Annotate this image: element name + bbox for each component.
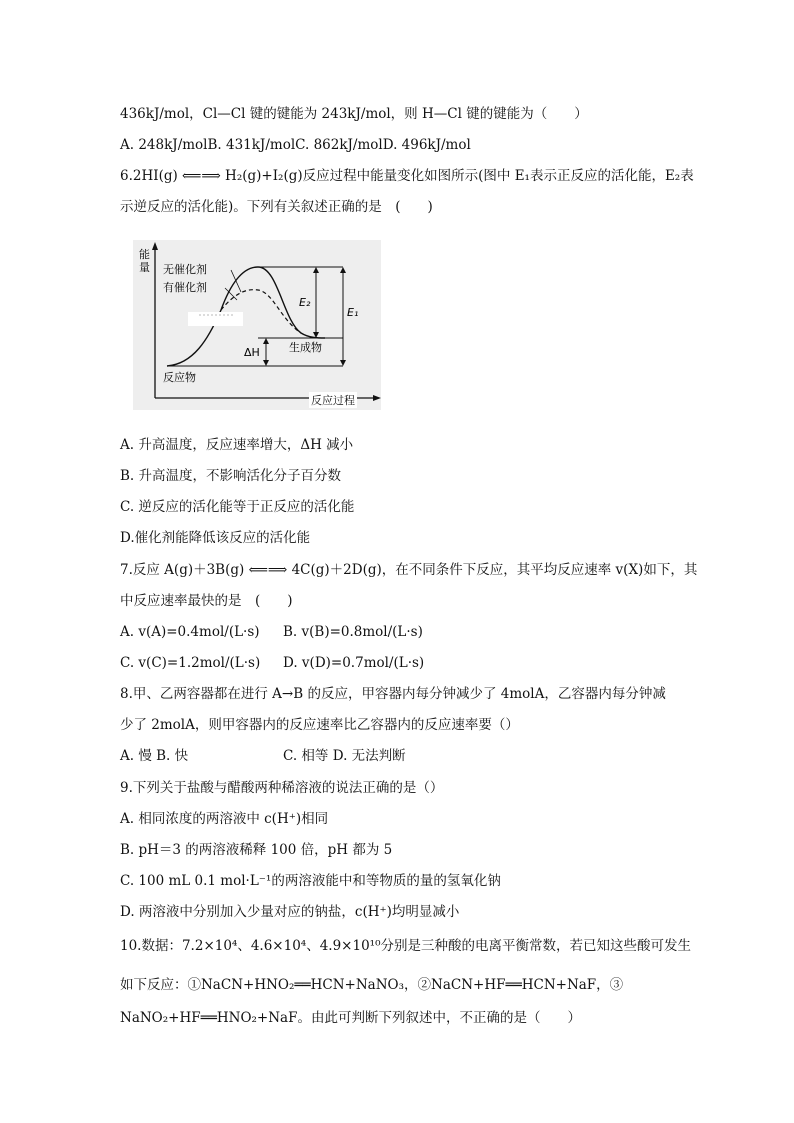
reactant-label: 反应物 [163,371,196,384]
question-10-line-2: 如下反应：①NaCN+HNO₂══HCN+NaNO₃，②NaCN+HF══HCN+NaF，③ [120,977,624,993]
question-6-option-a: A. 升高温度，反应速率增大，ΔH 减小 [120,437,354,453]
question-9-stem: 9.下列关于盐酸与醋酸两种稀溶液的说法正确的是（） [120,780,444,796]
question-9-option-d: D. 两溶液中分别加入少量对应的钠盐，c(H⁺)均明显减小 [120,904,460,920]
question-6-option-c: C. 逆反应的活化能等于正反应的活化能 [120,499,355,515]
question-6-option-d: D.催化剂能降低该反应的活化能 [120,530,311,546]
catalyst-label: 有催化剂 [163,281,207,294]
question-6-line-2: 示逆反应的活化能)。下列有关叙述正确的是 ( ) [120,199,433,215]
e1-label: E₁ [347,306,359,319]
question-7-option-d: D. v(D)=0.7mol/(L·s) [283,655,425,671]
question-10-line-1: 10.数据：7.2×10⁴、4.6×10⁴、4.9×10¹⁰分别是三种酸的电离平衡常数，若已知这些酸可发生 [120,938,691,954]
e2-label: E₂ [299,296,311,309]
line-1: 436kJ/mol，Cl—Cl 键的键能为 243kJ/mol，则 H—Cl 键的键能为（ ） [120,106,588,122]
y-axis-label-2: 量 [139,261,150,274]
x-axis-label: 反应过程 [311,394,355,407]
question-7-line-1: 7.反应 A(g)＋3B(g) ⟸⟹ 4C(g)＋2D(g)，在不同条件下反应，其平均反应速率 v(X)如下，其 [120,562,698,578]
dh-label: ΔH [244,346,260,359]
question-10-line-3: NaNO₂+HF══HNO₂+NaF。由此可判断下列叙述中，不正确的是（ ） [120,1010,581,1026]
question-9-option-c: C. 100 mL 0.1 mol·L⁻¹的两溶液能中和等物质的量的氢氧化钠 [120,873,501,889]
question-6-option-b: B. 升高温度，不影响活化分子百分数 [120,468,342,484]
question-7-option-b: B. v(B)=0.8mol/(L·s) [283,624,423,640]
question-8-options-ab: A. 慢 B. 快 [120,748,189,764]
question-7-option-a: A. v(A)=0.4mol/(L·s) [120,624,260,640]
energy-diagram-svg [133,240,381,410]
y-axis-label-1: 能 [139,248,150,261]
question-8-line-1: 8.甲、乙两容器都在进行 A→B 的反应，甲容器内每分钟减少了 4molA，乙容器内每分钟减 [120,686,666,702]
question-7-line-2: 中反应速率最快的是 ( ) [120,593,293,609]
label-patch [188,312,243,326]
question-9-option-a: A. 相同浓度的两溶液中 c(H⁺)相同 [120,811,329,827]
question-6-line-1: 6.2HI(g) ⟸⟹ H₂(g)+I₂(g)反应过程中能量变化如图所示(图中 E₁表示正反应的活化能，E₂表 [120,168,694,184]
question-7-option-c: C. v(C)=1.2mol/(L·s) [120,655,261,671]
product-label: 生成物 [289,341,322,354]
line-2: A. 248kJ/molB. 431kJ/molC. 862kJ/molD. 496kJ/mol [120,137,471,153]
question-8-options-cd: C. 相等 D. 无法判断 [283,748,406,764]
question-9-option-b: B. pH＝3 的两溶液稀释 100 倍，pH 都为 5 [120,842,393,858]
question-8-line-2: 少了 2molA，则甲容器内的反应速率比乙容器内的反应速率要（） [120,717,519,733]
no-catalyst-label: 无催化剂 [163,263,207,276]
energy-diagram [133,240,381,410]
